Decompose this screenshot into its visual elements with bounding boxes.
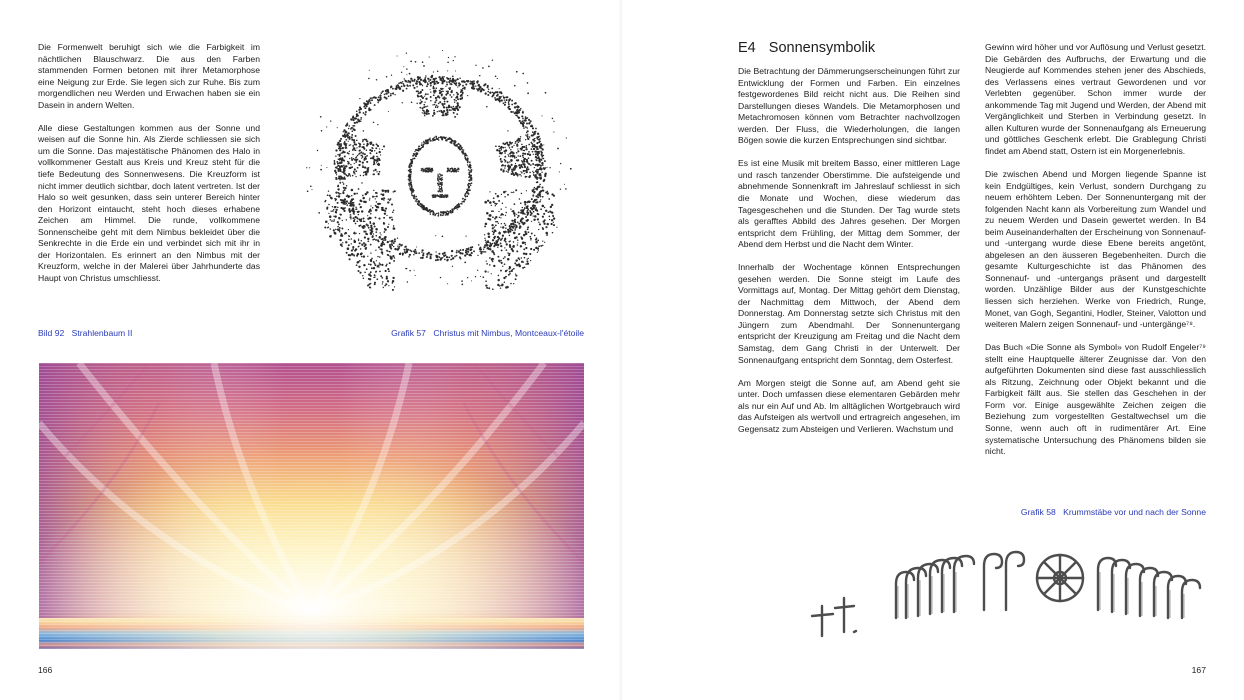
paragraph: Am Morgen steigt die Sonne auf, am Abend geht sie unter. Doch umfassen diese elementaren Gebärden mehr als nur ein Auf und Ab. Im alltäglichen Wortgebrauch wird das Aufsteigen als wertvoll und ertragreich angesehen, im Gegensatz zum Absteigen und Verlieren. Wachstum und	[738, 377, 960, 434]
right-page	[622, 0, 1244, 700]
left-text-column	[38, 42, 260, 296]
paragraph: Das Buch «Die Sonne als Symbol» von Rudolf Engeler⁷⁹ stellt eine Hauptquelle älterer Zeugnisse dar. Von den aufgeführten Dokumenten sind diese fast ausschliesslich als Ritzung, Zeichnung oder Objekt bekannt und die Farbigkeit fällt aus. Sie stellen das Geschehen in der Form vor. Einige ausgewählte Zeichen zeigen die Beziehung zum vorgestellten Gestaltwechsel um die Sonne, wenn auch oft in rudimentärer Art. Eine systematische Untersuchung des Phänomens bilden sie nicht.	[985, 342, 1206, 457]
caption-title: Strahlenbaum II	[71, 328, 133, 338]
paragraph: Die Formenwelt beruhigt sich wie die Farbigkeit im nächtlichen Blauschwarz. Die aus den Farben stammenden Formen betonen mit ihrer Metamorphose eine Neigung zur Erde. Sie legen sich zur Ruhe. Bis zum morgendlichen neu Werden und Erwachen haben sie ein Dasein in andern Welten.	[38, 42, 260, 110]
caption-title: Krummstäbe vor und nach der Sonne	[1063, 507, 1206, 517]
halo-christ-sketch	[300, 40, 590, 300]
section-number: E4	[738, 40, 756, 56]
section-heading	[738, 40, 875, 56]
page-number: 167	[1191, 665, 1206, 675]
caption-sketch	[1021, 507, 1206, 517]
crosier-sun-sketch	[808, 536, 1212, 654]
caption-number: Grafik 58	[1020, 507, 1056, 517]
caption-number: Grafik 57	[391, 328, 426, 338]
paragraph: Es ist eine Musik mit breitem Basso, einer mittleren Lage und rasch tanzender Oberstimme. Die aufsteigende und abnehmende Sonnenkraft im Jahreslauf schliesst in sich die Monate und Wochen, diese wiederum das Tagesgeschehen und die Stunden. Der Tag wurde stets als gerafftes Abbild des Jahres gesehen. Der Morgen entspricht dem Frühling, der Mittag dem Sommer, der Abend dem Herbst und die Nacht dem Winter.	[738, 158, 960, 250]
caption-title: Christus mit Nimbus, Montceaux-l'étoile	[433, 328, 584, 338]
paragraph: Die zwischen Abend und Morgen liegende Spanne ist kein Endgültiges, kein Verlust, sondern Durchgang zu neuem erhöhtem Leben. Der Sonnenuntergang mit der folgenden Nacht kann als Vorbereitung zum Wandel und zu neuem Werden und Dasein gewertet werden. In B4 beim Auseinanderhalten der Erscheinung von Sonnenauf- und -untergang wurde diese Ebene bereits angetönt, abgelesen an den äusseren Begebenheiten. Durch die gesamte Kulturgeschichte ist das Phänomen des Sonnenauf- und -untergangs präsent und dargestellt worden. Unzählige Bilder aus der Kunstgeschichte liessen sich herziehen. Werke von Friedrich, Runge, Monet, van Gogh, Segantini, Hodler, Steiner, Valotton und weiteren Malern zeigen Sonnenauf- und -untergänge⁷⁸.	[985, 168, 1206, 330]
right-text-column-1	[738, 66, 960, 447]
paragraph: Die Betrachtung der Dämmerungserscheinungen führt zur Entwicklung der Formen und Farben. Ein einzelnes festgewordenes Bild reicht nicht aus. Die Reihen sind Darstellungen dieses Wandels. Die Metamorphosen und Metachromosen können vom Betrachter nachvollzogen werden. Der Fluss, die Wiederholungen, die langen Bögen sowie die kurzen Entsprechungen sind sichtbar.	[738, 66, 960, 146]
paragraph: Innerhalb der Wochentage können Entsprechungen gesehen werden. Die Sonne steigt im Laufe des Vormittags auf, Montag. Der Mittag gehört dem Dienstag, der Nachmittag dem Mittwoch, der Abend dem Donnerstag. Am Donnerstag setzte sich Christus mit den Jüngern zum Abendmahl. Der Sonnenuntergang entspricht der Kreuzigung am Freitag und die Nacht dem Samstag, dem Gang Christi in der Unterwelt. Der Sonnenaufgang entspricht dem Sonntag, dem Osterfest.	[738, 262, 960, 365]
paragraph: Alle diese Gestaltungen kommen aus der Sonne und weisen auf die Sonne hin. Als Zierde schliessen sie sich um die Sonne. Das majestätische Phänomen des Halo in vollkommener Gestalt aus Kreis und Kreuz steht für die tiefe Bedeutung des Sonnenwesens. Die Kreuzform ist nicht immer deutlich sichtbar, doch latent vertreten. Ist der Halo so weit gesunken, dass sein unterer Bereich hinter den Horizont eintaucht, steht hoch dieses erhabene Zeichen am Himmel. Die runde, vollkommene Sonnenscheibe geht mit dem Nimbus bekleidet über die Senkrechte in die Erde ein und verbindet sich mit ihr in der Horizontalen. Es erinnert an den Nimbus mit der Kreuzform, welche in der Malerei über Jahrhunderte das Haupt von Christus umschliesst.	[38, 122, 260, 283]
right-text-column-2	[985, 42, 1206, 469]
page-number: 166	[38, 665, 53, 675]
caption-sketch	[391, 328, 584, 338]
caption-painting	[38, 328, 132, 338]
paragraph: Gewinn wird höher und vor Auflösung und Verlust gesetzt. Die Gebärden des Aufbruchs, der Erwartung und die Neugierde auf Kommendes stehen jener des Abschieds, des Verlassens eines vertraut Gewordenen und vor Verlebten gegenüber. Schon immer wurde der ankommende Tag mit Jugend und Werden, der Abend mit Vergänglichkeit und Sterben in Verbindung gesetzt. In allen Kulturen wurde der Sonnenaufgang als Erneuerung und göttliches Geschenk erlebt. Die Grablegung Christi findet am Abend statt, Ostern ist ein Morgenerlebnis.	[985, 42, 1206, 156]
strahlenbaum-painting	[39, 363, 584, 649]
section-title: Sonnensymbolik	[768, 40, 876, 56]
caption-number: Bild 92	[38, 328, 65, 338]
